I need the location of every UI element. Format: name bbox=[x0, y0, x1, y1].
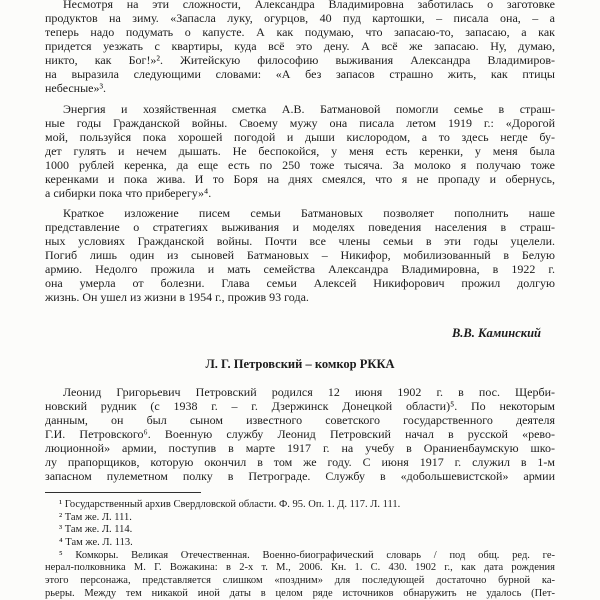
footnote-3 bbox=[45, 524, 555, 537]
text-line: ные годы Гражданской войны. Своему мужу она писала летом 1919 г.: «Дорогой bbox=[45, 116, 555, 130]
section-heading: Л. Г. Петровский – комкор РККА bbox=[205, 357, 395, 371]
text-line: ³ Там же. Л. 114. bbox=[59, 524, 133, 536]
text-line: небесные»³. bbox=[45, 81, 107, 95]
text-line: ¹ Государственный архив Свердловской области. Ф. 95. Оп. 1. Д. 117. Л. 111. bbox=[59, 499, 401, 510]
footnote-1 bbox=[45, 499, 555, 512]
text-line: рьеры. Между тем никакой иной даты в целом ряде источников обнаружить не удалось (Пет- bbox=[45, 587, 555, 599]
text-line: продуктов на зиму. «Запасла луку, огурцов, 40 пуд картошки, – писала она, – а bbox=[45, 11, 555, 25]
paragraph-petrovsky-biography bbox=[45, 385, 555, 483]
text-line: дет гулять и нечем дышать. Не беспокойся, у меня есть керенки, у меня была bbox=[45, 144, 555, 158]
text-line: люционной» армии, поступив в марте 1917 г. на учебу в Ораниенбаумскую шко- bbox=[45, 441, 555, 455]
text-line: а сибирки пока что приберегу»⁴. bbox=[45, 186, 212, 200]
text-line: запасном пулеметном полку в Петрограде. Службу в «добольшевистской» армии bbox=[45, 469, 555, 483]
text-line: ² Там же. Л. 111. bbox=[59, 511, 132, 523]
text-line: ⁴ Там же. Л. 113. bbox=[59, 537, 133, 549]
text-line: Энергия и хозяйственная сметка А.В. Батмановой помогли семье в страш- bbox=[63, 102, 555, 116]
text-line: она умерла от болезни. Глава семьи Алексей Никифорович прожил долгую bbox=[45, 276, 555, 290]
footnote-4 bbox=[45, 537, 555, 550]
text-line: на выразила следующими словами: «А без запасов страшно жить, как птицы bbox=[45, 67, 555, 81]
footnote-block bbox=[45, 499, 555, 600]
text-line: представление о стратегиях выживания и моделях поведения населения в страш- bbox=[45, 220, 555, 234]
text-line: жизнь. Он ушел из жизни в 1954 г., прожив 93 года. bbox=[45, 290, 309, 304]
text-line: 1000 рублей керенка, да еще есть по 250 тоже тысяча. За молоко я получаю тоже bbox=[45, 158, 555, 172]
text-line: Несмотря на эти сложности, Александра Владимировна заботилась о заготовке bbox=[63, 0, 555, 11]
text-line: новский рудник (с 1938 г. – г. Дзержинск Донецкой области)⁵. По некоторым bbox=[45, 399, 555, 413]
text-block bbox=[45, 0, 555, 600]
text-line: ных условиях Гражданской войны. Почти все члены семьи в эти годы уцелели. bbox=[45, 234, 555, 248]
text-line: армию. Недолго прожила и мать семейства Александра Владимировна, в 1922 г. bbox=[45, 262, 555, 276]
text-line: данным, он был сыном известного советского государственного деятеля bbox=[45, 413, 555, 427]
footnote-separator-rule bbox=[45, 492, 201, 493]
text-line: Погиб лишь один из сыновей Батмановых – Никифор, мобилизованный в Белую bbox=[45, 248, 555, 262]
text-line: керенками и пока жива. И то Боря на днях смеялся, что я не пропаду и обернусь, bbox=[45, 172, 555, 186]
text-line: лу прапорщиков, которую окончил в том же году. С июня 1917 г. служил в 1-м bbox=[45, 455, 555, 469]
footnote-2 bbox=[45, 512, 555, 525]
paragraph-batmanov-family-summary bbox=[45, 206, 555, 304]
text-line: Краткое изложение писем семьи Батмановых позволяет пополнить наше bbox=[63, 206, 555, 220]
text-line: придется уезжать с квартиры, куда всё это дену. А всё же запасаю. Ну, думаю, bbox=[45, 39, 555, 53]
footnote-5 bbox=[45, 550, 555, 600]
paragraph-winter-stores bbox=[45, 0, 555, 95]
text-line: мой, пользуйся пока хорошей погодой и дыши кислородом, а то здесь негде бу- bbox=[45, 130, 555, 144]
text-line: никто, как Бог!»². Житейскую философию выживания Александра Владимиров- bbox=[45, 53, 555, 67]
text-line: ⁵ Комкоры. Великая Отечественная. Военно-биографический словарь / под общ. ред. ге- bbox=[59, 549, 555, 561]
text-line: нерал-полковника М. Г. Вожакина: в 2-х т. М., 2006. Кн. 1. С. 430. 1902 г., как дата рождения bbox=[45, 562, 555, 574]
author-byline: В.В. Каминский bbox=[451, 326, 541, 340]
text-line: теперь надо подумать о капусте. А как подумаю, что запасаю-то, запасаю, а как bbox=[45, 25, 555, 39]
text-line: Г.И. Петровского⁶. Военную службу Леонид Петровский начал в русской «рево- bbox=[45, 427, 555, 441]
text-line: Леонид Григорьевич Петровский родился 12 июня 1902 г. в пос. Щерби- bbox=[63, 385, 555, 399]
paragraph-civil-war-letters bbox=[45, 102, 555, 200]
text-line: этого персонажа, представляется слишком «поздним» для последующей достаточно бурной ка- bbox=[45, 575, 555, 587]
